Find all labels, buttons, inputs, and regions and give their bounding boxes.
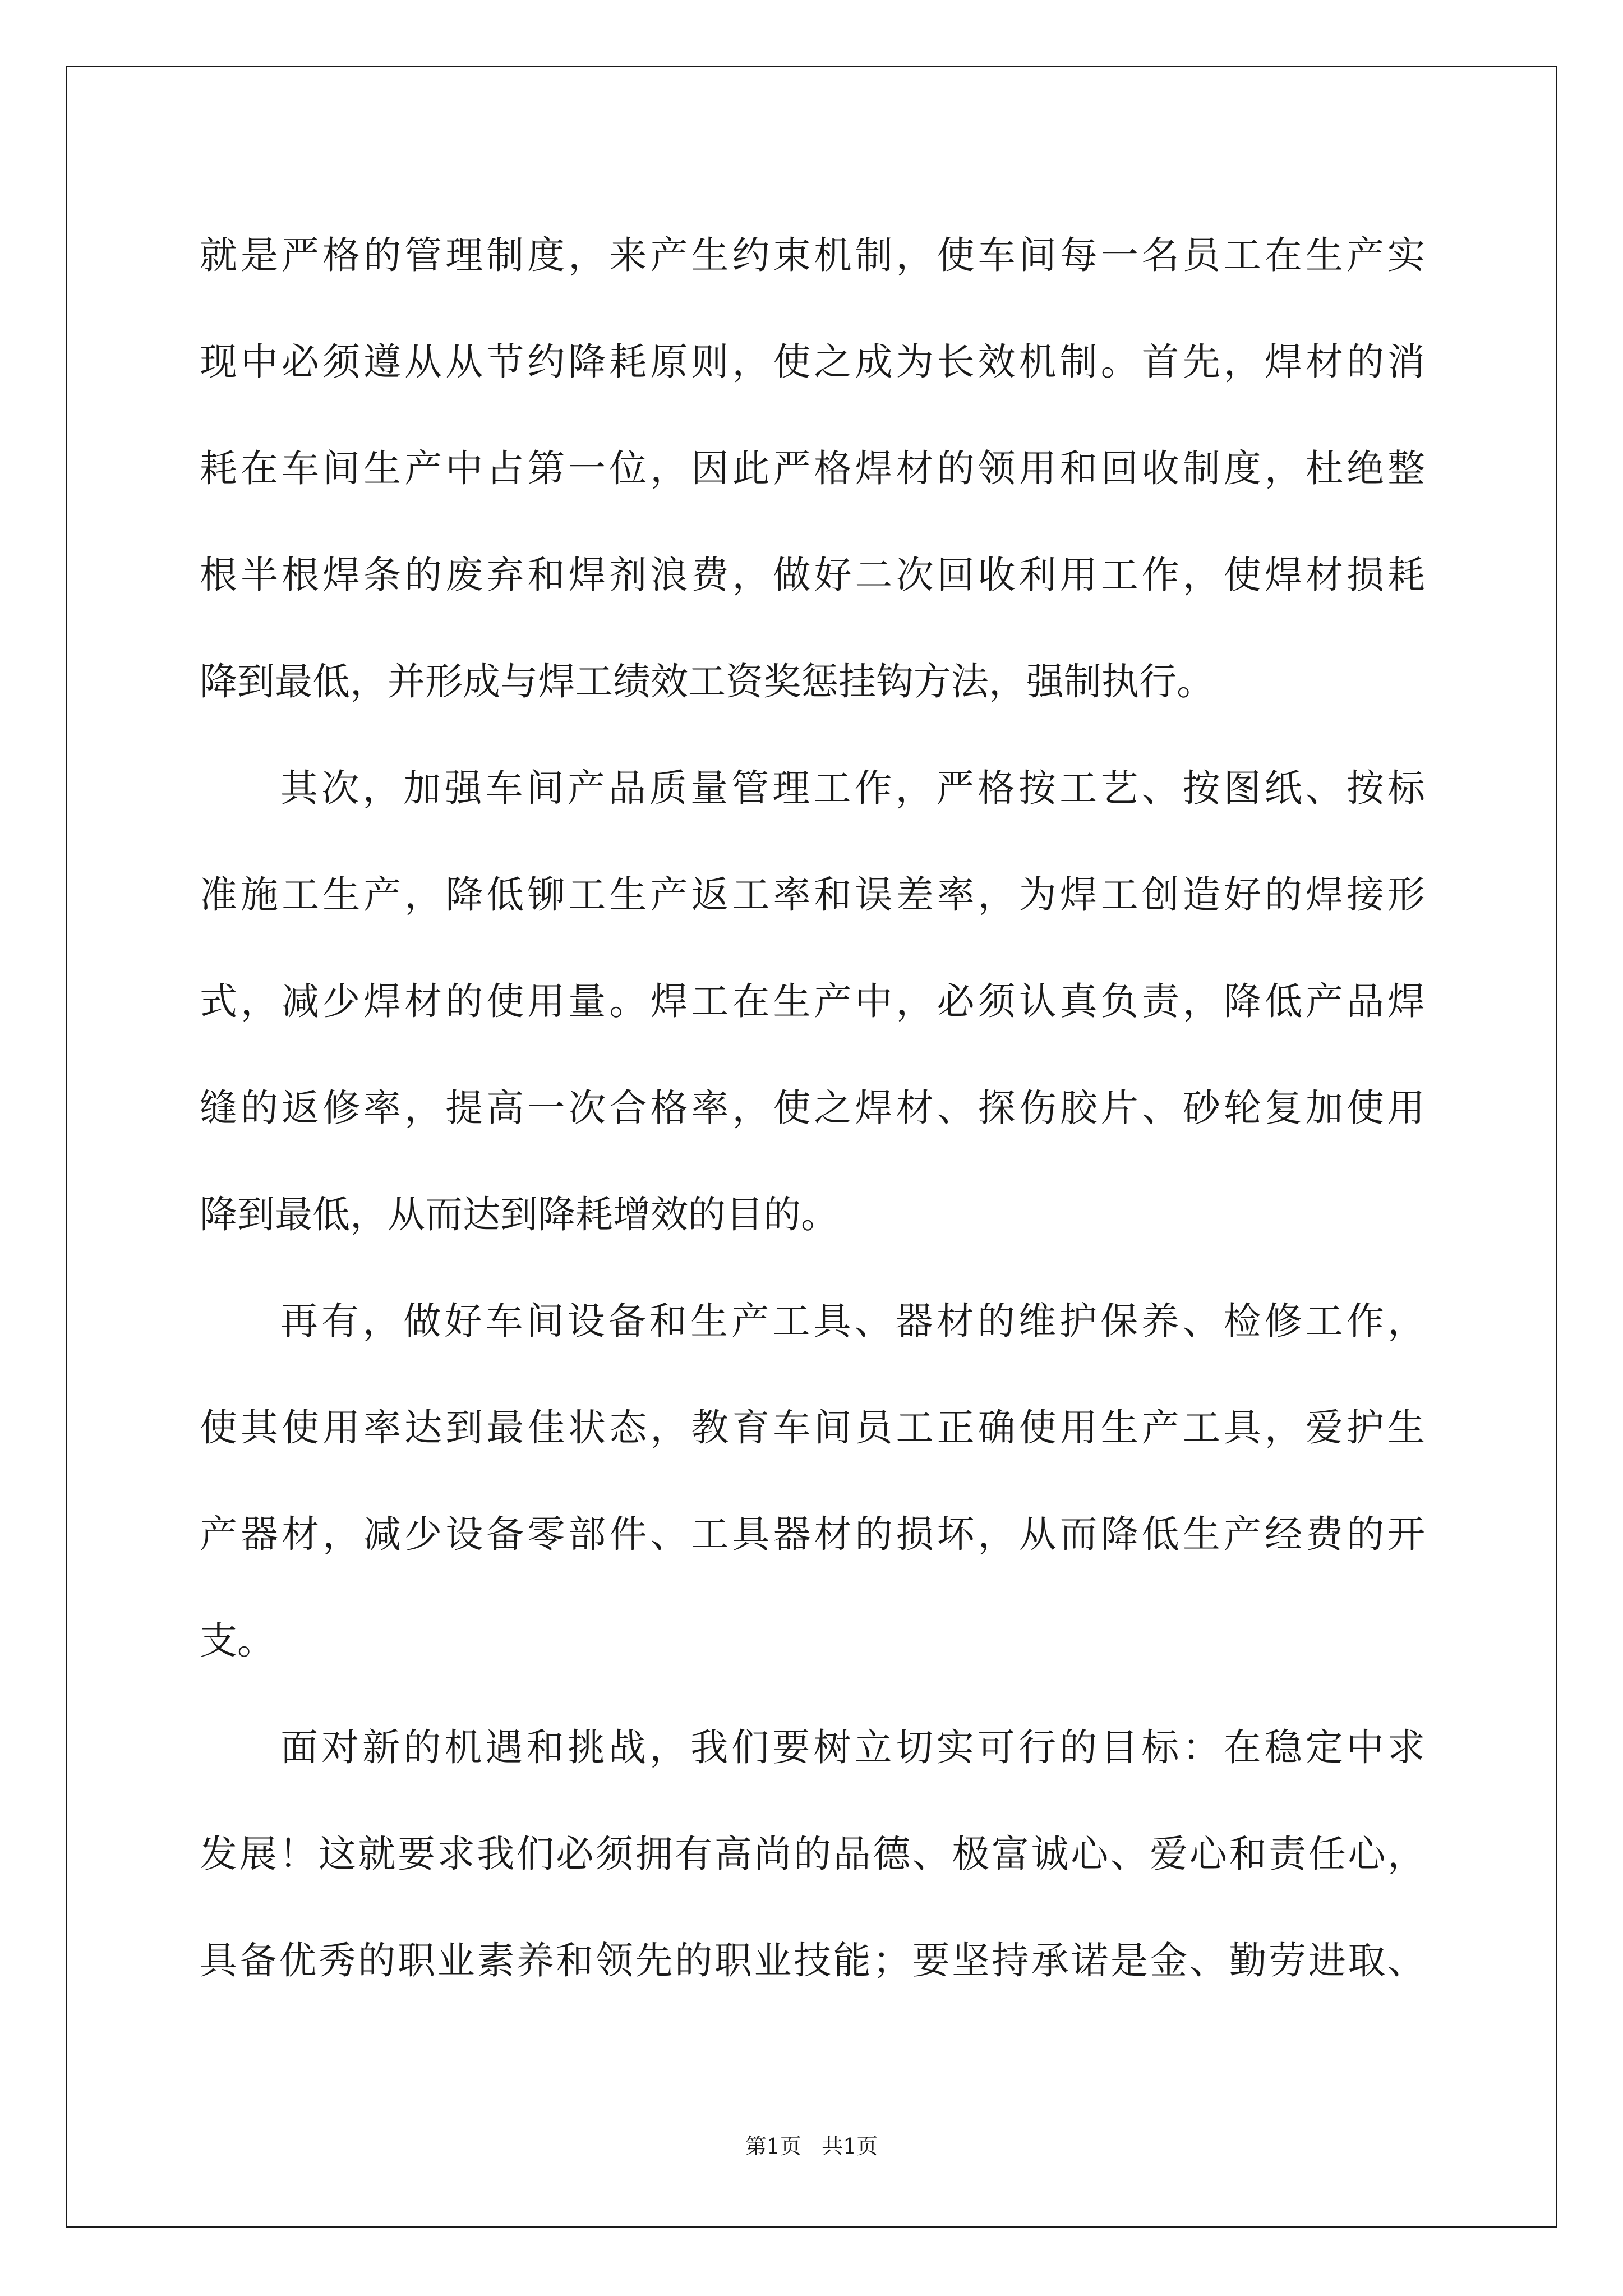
text-line: 具备优秀的职业素养和领先的职业技能；要坚持承诺是金、勤劳进取、 (200, 1939, 1425, 1982)
text-line: 发展！这就要求我们必须拥有高尚的品德、极富诚心、爱心和责任心， (200, 1832, 1425, 1876)
text-line: 缝的返修率，提高一次合格率，使之焊材、探伤胶片、砂轮复加使用 (200, 1086, 1425, 1130)
text-line: 降到最低，从而达到降耗增效的目的。 (200, 1193, 838, 1236)
text-line: 耗在车间生产中占第一位，因此严格焊材的领用和回收制度，杜绝整 (200, 447, 1425, 490)
text-line: 支。 (200, 1619, 275, 1663)
paragraph-first-line: 面对新的机遇和挑战，我们要树立切实可行的目标：在稳定中求 (280, 1726, 1425, 1769)
text-line: 就是严格的管理制度，来产生约束机制，使车间每一名员工在生产实 (200, 233, 1425, 277)
page-footer: 第1页 共1页 (745, 2134, 878, 2159)
text-line: 使其使用率达到最佳状态，教育车间员工正确使用生产工具，爱护生 (200, 1406, 1425, 1450)
text-line: 产器材，减少设备零部件、工具器材的损坏，从而降低生产经费的开 (200, 1512, 1425, 1556)
document-body (200, 202, 1425, 2014)
text-line: 准施工生产，降低铆工生产返工率和误差率，为焊工创造好的焊接形 (200, 873, 1425, 917)
paragraph-first-line: 其次，加强车间产品质量管理工作，严格按工艺、按图纸、按标 (280, 766, 1425, 810)
text-line: 式，减少焊材的使用量。焊工在生产中，必须认真负责，降低产品焊 (200, 979, 1425, 1023)
paragraph-first-line: 再有，做好车间设备和生产工具、器材的维护保养、检修工作， (280, 1299, 1425, 1343)
text-line: 根半根焊条的废弃和焊剂浪费，做好二次回收利用工作，使焊材损耗 (200, 553, 1425, 597)
text-line: 降到最低，并形成与焊工绩效工资奖惩挂钩方法，强制执行。 (200, 660, 1214, 703)
text-line: 现中必须遵从从节约降耗原则，使之成为长效机制。首先，焊材的消 (200, 340, 1425, 384)
